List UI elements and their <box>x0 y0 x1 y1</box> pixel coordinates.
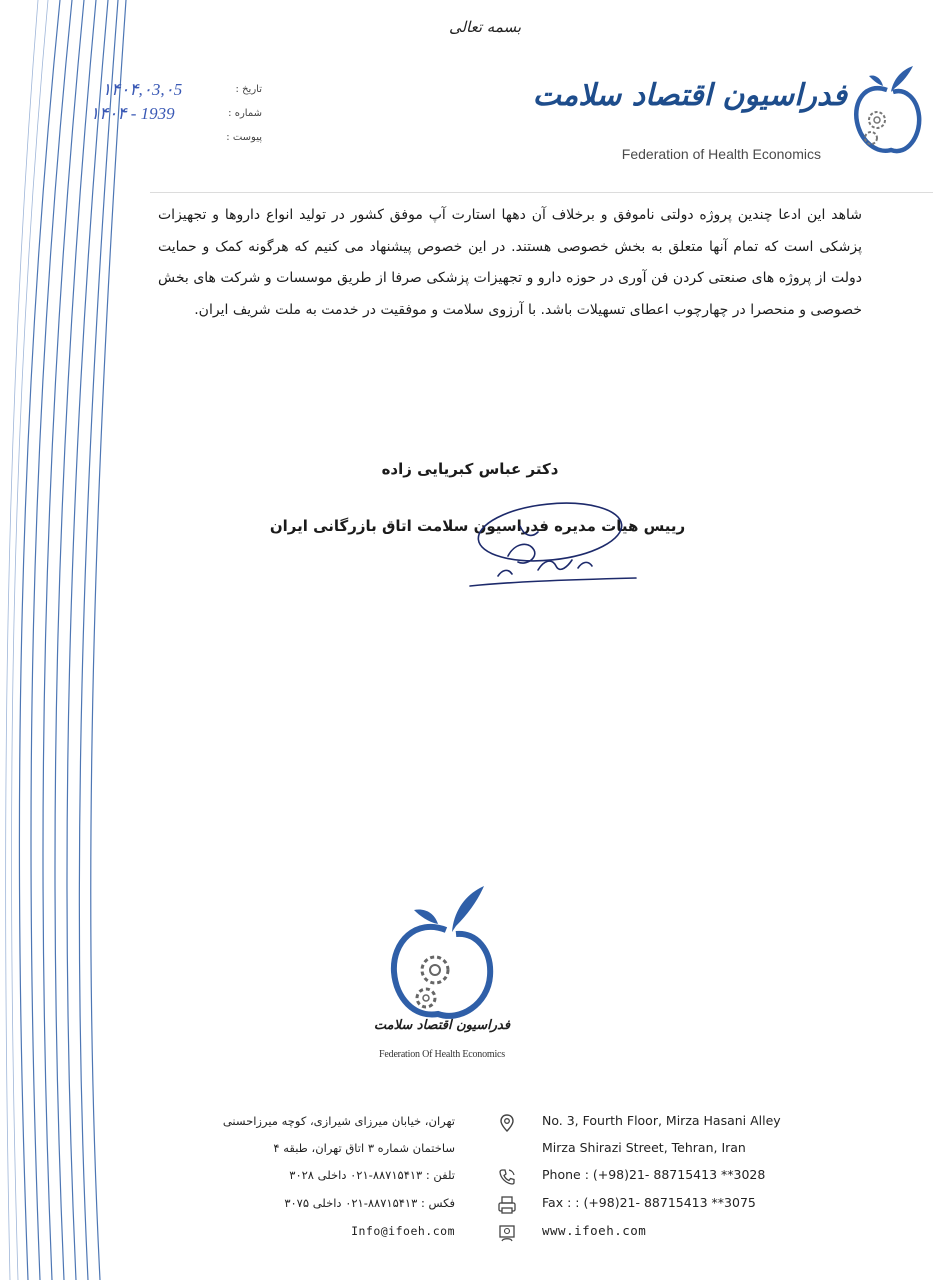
location-icon <box>496 1112 518 1134</box>
footer-web-row <box>180 1222 820 1246</box>
apple-gear-logo-icon <box>851 62 923 162</box>
fax-icon <box>496 1194 518 1216</box>
fax-en: Fax : : (+98)21- 88715413 **3075 <box>542 1195 756 1210</box>
footer-fax-row <box>180 1194 820 1218</box>
phone-en: Phone : (+98)21- 88715413 **3028 <box>542 1167 766 1182</box>
body-paragraph: شاهد این ادعا چندین پروژه دولتی ناموفق و برخلاف آن دهها استارت آپ موفق کشور در تولید انواع داروها و تجهیزات پزشکی است که تمام آنها متعلق به بخش خصوصی هستند. در این خصوص پیشنهاد می کنیم که هرگونه کمک و حمایت دولت از پروژه های صنعتی کردن فن آوری در حوزه دارو و تجهیزات پزشکی صرفا از طریق موسسات و شرکت های بخش خصوصی و منحصرا در چهارچوب اعطای تسهیلات باشد. با آرزوی سلامت و موفقیت در خدمت به ملت شریف ایران. <box>158 207 862 318</box>
web-icon <box>496 1222 518 1244</box>
handwritten-signature <box>468 496 638 606</box>
signatory-title: رییس هیات مدیره فدراسیون سلامت اتاق بازرگانی ایران <box>269 517 686 535</box>
header-divider <box>150 192 933 193</box>
brand-header <box>532 58 925 168</box>
address-en-line-2: Mirza Shirazi Street, Tehran, Iran <box>542 1140 746 1155</box>
number-value: ۱۴۰۴ - 1939 <box>90 104 175 123</box>
center-logo-text-en: Federation Of Health Economics <box>379 1049 505 1060</box>
brand-name-fa: فدراسیون اقتصاد سلامت <box>532 78 847 113</box>
footer-phone-row <box>180 1166 820 1190</box>
phone-fa: تلفن : ۸۸۷۱۵۴۱۳-۰۲۱ داخلی ۳۰۲۸ <box>289 1168 455 1182</box>
website[interactable]: www.ifoeh.com <box>542 1223 647 1238</box>
address-fa-line-2: ساختمان شماره ۳ اتاق تهران، طبقه ۴ <box>273 1141 455 1155</box>
letter-meta <box>90 80 270 152</box>
attachment-row <box>90 128 270 148</box>
basmala: بسمه تعالی <box>448 18 522 36</box>
brand-name-en: Federation of Health Economics <box>621 146 821 162</box>
date-value: ۱۴۰۴,۰3,۰5 <box>102 80 183 99</box>
center-logo-text-fa: فدراسیون اقتصاد سلامت <box>373 1018 511 1033</box>
footer-address-row-2 <box>180 1139 820 1163</box>
phone-icon <box>496 1166 518 1188</box>
fax-fa: فکس : ۸۸۷۱۵۴۱۳-۰۲۱ داخلی ۳۰۷۵ <box>284 1196 455 1210</box>
address-en-line-1: No. 3, Fourth Floor, Mirza Hasani Alley <box>542 1113 781 1128</box>
number-label: شماره : <box>228 108 262 119</box>
number-row <box>90 104 270 124</box>
decorative-curves <box>0 0 140 1280</box>
signatory-name: دکتر عباس کبریایی زاده <box>381 460 559 478</box>
email[interactable]: Info@ifoeh.com <box>351 1224 455 1238</box>
attachment-label: پیوست : <box>226 132 262 143</box>
date-row <box>90 80 270 100</box>
letter-body <box>158 200 862 326</box>
address-fa-line-1: تهران، خیابان میرزای شیرازی، کوچه میرزاحسنی <box>222 1114 455 1128</box>
date-label: تاریخ : <box>235 84 262 95</box>
footer-contact <box>180 1112 820 1252</box>
footer-address-row-1 <box>180 1112 820 1136</box>
